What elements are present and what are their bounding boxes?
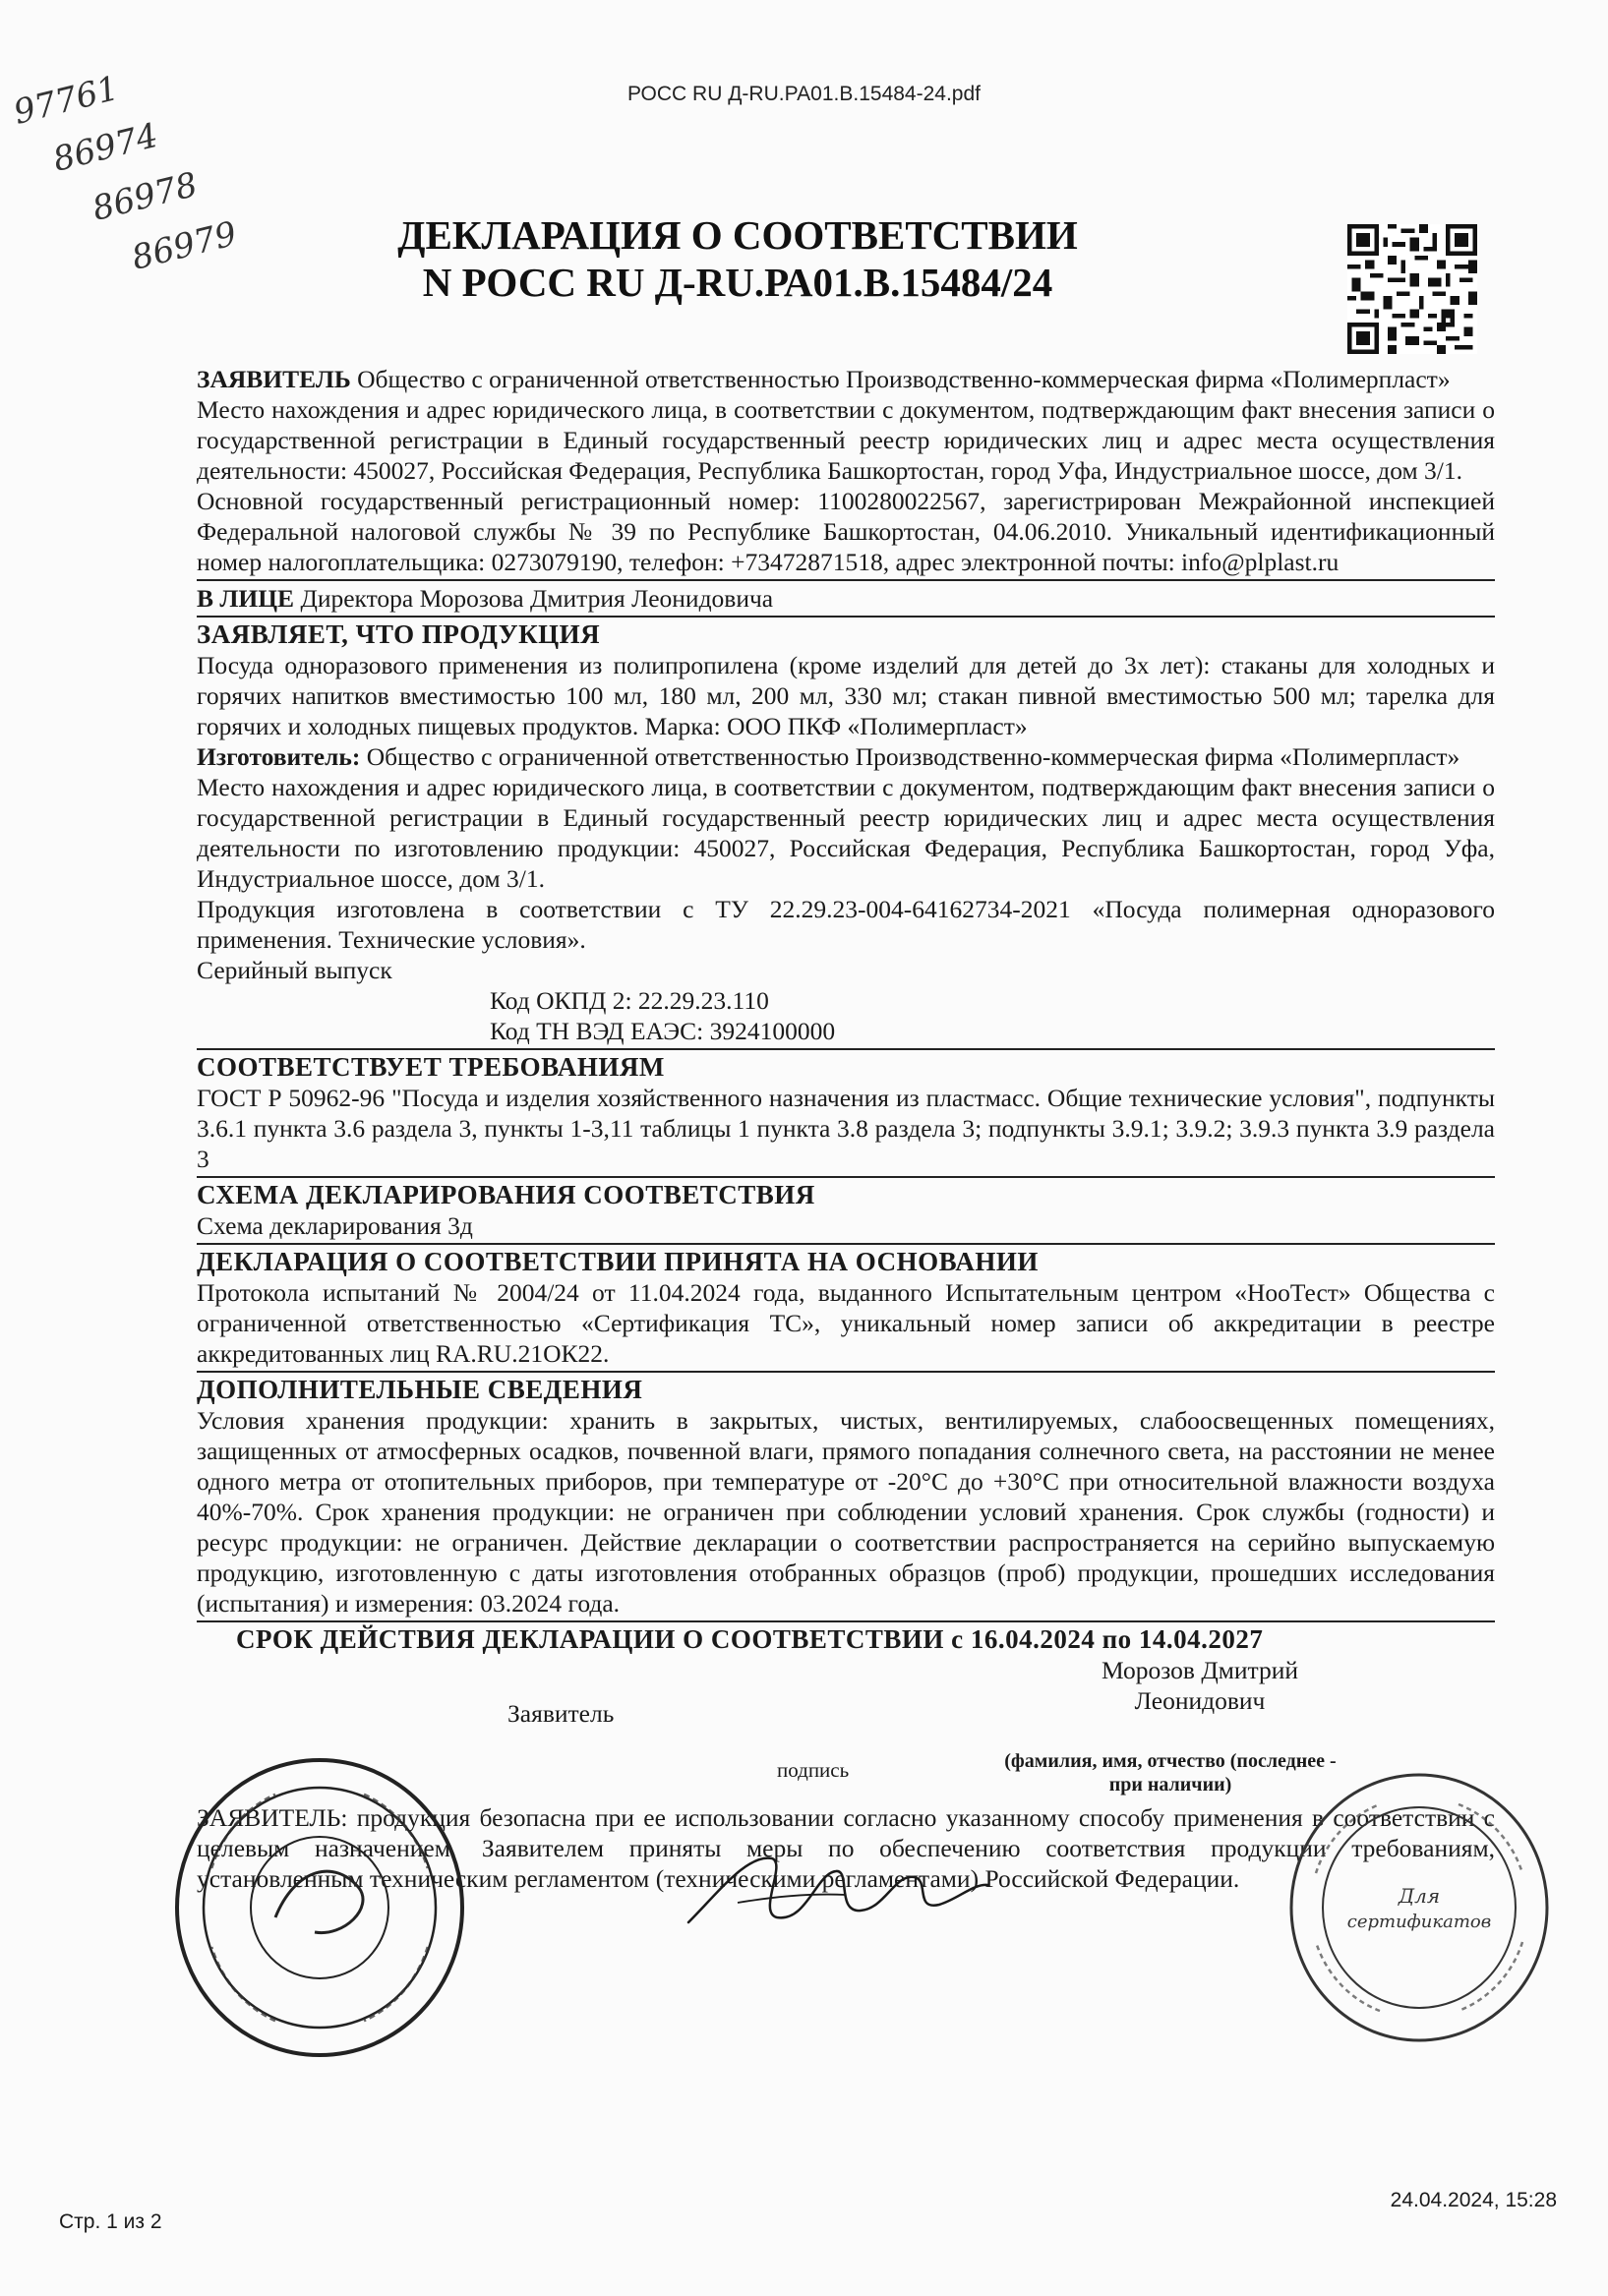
- tnved-code: Код ТН ВЭД ЕАЭС: 3924100000: [490, 1017, 836, 1045]
- divider: [197, 1620, 1495, 1622]
- signatory-name: [1072, 1655, 1328, 1716]
- handwritten-note: 86974: [49, 115, 162, 180]
- scheme-heading: СХЕМА ДЕКЛАРИРОВАНИЯ СООТВЕТСТВИЯ: [197, 1180, 815, 1209]
- product-spec: Продукция изготовлена в соответствии с ТУ 22.29.23-004-64162734-2021 «Посуда полимерная одноразового применения. Технические условия».: [197, 895, 1495, 954]
- represented-by-label: В ЛИЦЕ: [197, 584, 295, 613]
- product-description: Посуда одноразового применения из полипропилена (кроме изделий для детей до 3х лет): стаканы для холодных и горячих напитков вместимостью 100 мл, 180 мл, 200 мл, 330 мл; стакан пивной вместимостью 500 мл; тарелка для горячих и холодных пищевых продуктов. Марка: ООО ПКФ «Полимерпласт»: [197, 651, 1495, 740]
- document-title: [334, 211, 1141, 306]
- represented-by: [197, 583, 1495, 614]
- applicant-statement: ЗАЯВИТЕЛЬ: продукция безопасна при ее использовании согласно указанному способу применения в соответствии с целевым назначением. Заявителем приняты меры по обеспечению соответствия продукции требованиям, установленным техническим регламентом (техническими регламентами) Российской Федерации.: [197, 1803, 1495, 1893]
- divider: [197, 1176, 1495, 1178]
- additional-heading: ДОПОЛНИТЕЛЬНЫЕ СВЕДЕНИЯ: [197, 1375, 643, 1404]
- basis-heading: ДЕКЛАРАЦИЯ О СООТВЕТСТВИИ ПРИНЯТА НА ОСНОВАНИИ: [197, 1247, 1039, 1276]
- applicant-address: Место нахождения и адрес юридического лица, в соответствии с документом, подтверждающим факт внесения записи о государственной регистрации в Единый государственный реестр юридических лиц и адрес места осуществления деятельности: 450027, Российская Федерация, Республика Башкортостан, город Уфа, Индустриальное шоссе, дом 3/1.: [197, 395, 1495, 485]
- requirements-heading: СООТВЕТСТВУЕТ ТРЕБОВАНИЯМ: [197, 1052, 665, 1082]
- basis-text: Протокола испытаний № 2004/24 от 11.04.2024 года, выданного Испытательным центром «НооТест» Общества с ограниченной ответственностью «Сертификация ТС», уникальный номер записи об аккредитации в реестре аккредитованных лиц RA.RU.21ОК22.: [197, 1278, 1495, 1368]
- page-counter: Стр. 1 из 2: [59, 2210, 162, 2233]
- name-caption-line-1: (фамилия, имя, отчество (последнее -: [1004, 1750, 1337, 1772]
- manufacturer-address: Место нахождения и адрес юридического лица, в соответствии с документом, подтверждающим факт внесения записи о государственной регистрации в Единый государственный реестр юридических лиц и адрес места осуществления деятельности по изготовлению продукции: 450027, Российская Федерация, Республика Башкортостан, город Уфа, Индустриальное шоссе, дом 3/1.: [197, 773, 1495, 893]
- applicant-signature-label: Заявитель: [507, 1699, 615, 1728]
- applicant-label: ЗАЯВИТЕЛЬ: [197, 365, 351, 393]
- signatory-name-line-2: Леонидович: [1134, 1686, 1266, 1715]
- title-line-2: N РОСС RU Д-RU.РА01.В.15484/24: [422, 260, 1053, 305]
- declaration-body: [197, 364, 1495, 1894]
- requirements-text: ГОСТ Р 50962-96 "Посуда и изделия хозяйственного назначения из пластмасс. Общие технические условия", подпункты 3.6.1 пункта 3.6 раздела 3, пункты 1-3,11 таблицы 1 пункта 3.8 раздела 3; подпункты 3.9.1; 3.9.2; 3.9.3 пункта 3.9 раздела 3: [197, 1084, 1495, 1173]
- title-line-1: ДЕКЛАРАЦИЯ О СООТВЕТСТВИИ: [397, 212, 1078, 258]
- represented-by-text: Директора Морозова Дмитрия Леонидовича: [300, 584, 774, 613]
- okpd-code: Код ОКПД 2: 22.29.23.110: [490, 986, 769, 1015]
- divider: [197, 1371, 1495, 1373]
- handwritten-signature: [679, 1834, 993, 1942]
- handwritten-notes: [10, 68, 256, 321]
- handwritten-note: 97761: [10, 68, 123, 133]
- product-heading: ЗАЯВЛЯЕТ, ЧТО ПРОДУКЦИЯ: [197, 619, 601, 649]
- print-datetime: 24.04.2024, 15:28: [1390, 2189, 1557, 2211]
- validity-heading: СРОК ДЕЙСТВИЯ ДЕКЛАРАЦИИ О СООТВЕТСТВИИ с 16.04.2024 по 14.04.2027: [236, 1624, 1264, 1654]
- manufacturer-block: [197, 741, 1495, 772]
- divider: [197, 579, 1495, 581]
- company-seal-icon: [167, 1750, 472, 2065]
- divider: [197, 1243, 1495, 1245]
- applicant-name: Общество с ограниченной ответственностью Производственно-коммерческая фирма «Полимерпласт»: [357, 365, 1451, 393]
- manufacturer-label: Изготовитель:: [197, 742, 361, 771]
- name-caption-line-2: при наличии): [1108, 1774, 1232, 1796]
- manufacturer-name: Общество с ограниченной ответственностью Производственно-коммерческая фирма «Полимерпласт»: [366, 742, 1460, 771]
- qr-code-icon: [1347, 224, 1477, 354]
- file-header: РОСС RU Д-RU.РА01.В.15484-24.pdf: [626, 83, 981, 105]
- handwritten-note: 86978: [89, 164, 202, 229]
- handwritten-note: 86979: [128, 213, 241, 278]
- divider: [197, 616, 1495, 618]
- applicant-block: [197, 364, 1495, 394]
- certification-stamp-icon: [1281, 1765, 1557, 2050]
- svg-text:Для: Для: [1398, 1884, 1441, 1908]
- serial-production: Серийный выпуск: [197, 956, 392, 984]
- signatory-name-line-1: Морозов Дмитрий: [1101, 1656, 1299, 1684]
- scheme-text: Схема декларирования 3д: [197, 1211, 473, 1240]
- additional-text: Условия хранения продукции: хранить в закрытых, чистых, вентилируемых, слабоосвещенных помещениях, защищенных от атмосферных осадков, почвенной влаги, прямого попадания солнечного света, на расстоянии не менее одного метра от отопительных приборов, при температуре от -20°C до +30°C при относительной влажности воздуха 40%-70%. Срок хранения продукции: не ограничен при соблюдении условий хранения. Срок службы (годности) и ресурс продукции: не ограничен. Действие декларации о соответствии распространяется на серийно выпускаемую продукцию, изготовленную с даты изготовления отобранных образцов (проб) продукции, прошедших исследования (испытания) и измерения: 03.2024 года.: [197, 1406, 1495, 1618]
- signature-caption: подпись: [777, 1758, 850, 1782]
- divider: [197, 1048, 1495, 1050]
- svg-text:сертификатов: сертификатов: [1346, 1912, 1492, 1932]
- applicant-registration: Основной государственный регистрационный номер: 1100280022567, зарегистрирован Межрайонной инспекцией Федеральной налоговой службы № 39 по Республике Башкортостан, 04.06.2010. Уникальный идентификационный номер налогоплательщика: 0273079190, телефон: +73472871518, адрес электронной почты: info@plplast.ru: [197, 487, 1495, 576]
